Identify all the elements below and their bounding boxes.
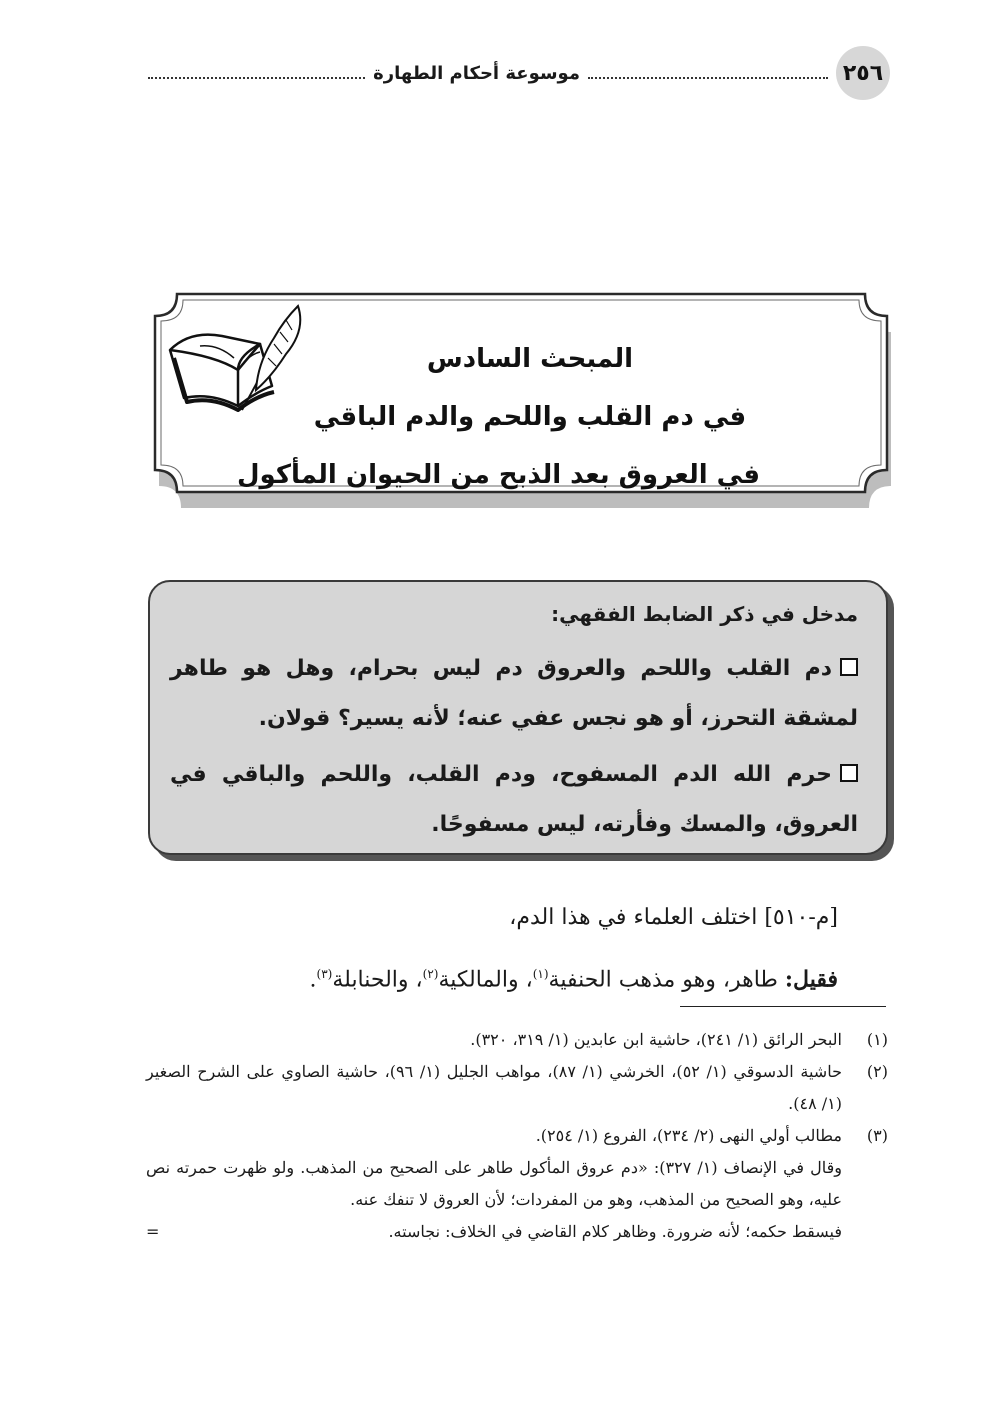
body-paragraph-1: [م-٥١٠] اختلف العلماء في هذا الدم، [509,905,838,930]
header-dots-right [588,77,828,79]
footnote-last-line [146,1216,842,1248]
chapter-title [237,330,760,504]
book-and-quill-icon [160,300,310,418]
footnote-text: فيسقط حكمه؛ لأنه ضرورة. وظاهر كلام القاضي في الخلاف: نجاسته. [388,1222,842,1241]
footnote-1 [146,1024,888,1056]
footnote-text: وقال في الإنصاف (١/ ٣٢٧): «دم عروق المأكول طاهر على الصحيح من المذهب. ولو ظهرت حمرته نص عليه، وهو الصحيح من المذهب، وهو من المفردات؛ لأن العروق لا تنفك عنه. [146,1158,843,1209]
chapter-title-line-1: في دم القلب واللحم والدم الباقي [313,402,747,432]
body-paragraph-2 [148,946,838,1008]
footnote-number: (١) [866,1030,888,1049]
paragraph-lead: فقيل: [784,966,838,993]
chapter-label: المبحث السادس [426,344,634,374]
paragraph-text: ، والحنابلة [332,967,423,993]
intro-item-text: حرم الله الدم المسفوح، ودم القلب، واللحم والباقي في العروق، والمسك وفأرته، ليس مسفوحًا. [170,762,858,837]
footnote-3-continuation [146,1152,888,1248]
running-title: موسوعة أحكام الطهارة [373,62,580,84]
intro-item [170,644,858,744]
intro-box [148,580,888,855]
footnote-ref-3[interactable]: (٣) [316,967,333,981]
footnote-ref-2[interactable]: (٢) [422,967,439,981]
continuation-mark: = [146,1222,160,1241]
checkbox-bullet-icon [840,764,858,782]
footnote-text: البحر الرائق (١/ ٢٤١)، حاشية ابن عابدين (١/ ٣١٩، ٣٢٠). [470,1030,842,1049]
paragraph-text: ، والمالكية [438,967,533,993]
intro-item [170,750,858,850]
body-text [148,890,838,1008]
footnote-separator [680,1006,886,1007]
footnote-2 [146,1056,888,1120]
paragraph-text: طاهر، وهو مذهب الحنفية [548,967,785,993]
checkbox-bullet-icon [840,658,858,676]
page-number: ٢٥٦ [836,46,890,100]
footnote-ref-1[interactable]: (١) [532,967,549,981]
footnote-number: (٢) [866,1062,888,1081]
intro-item-text: دم القلب واللحم والعروق دم ليس بحرام، وهل هو طاهر لمشقة التحرز، أو هو نجس عفي عنه؛ لأنه يسير؟ قولان. [170,656,858,731]
footnote-number: (٣) [866,1126,888,1145]
running-header [148,58,828,88]
chapter-title-line-2: في العروق بعد الذبح من الحيوان المأكول [237,460,760,490]
footnote-3 [146,1120,888,1152]
footnote-text: مطالب أولي النهى (٢/ ٢٣٤)، الفروع (١/ ٢٥٤). [535,1126,842,1145]
footnotes [146,1024,888,1248]
header-dots-left [148,77,365,79]
footnote-text: حاشية الدسوقي (١/ ٥٢)، الخرشي (١/ ٨٧)، مواهب الجليل (١/ ٩٦)، حاشية الصاوي على الشرح الصغير (١/ ٤٨). [146,1062,842,1113]
paragraph-end: . [309,967,317,993]
intro-heading: مدخل في ذكر الضابط الفقهي: [551,602,858,626]
